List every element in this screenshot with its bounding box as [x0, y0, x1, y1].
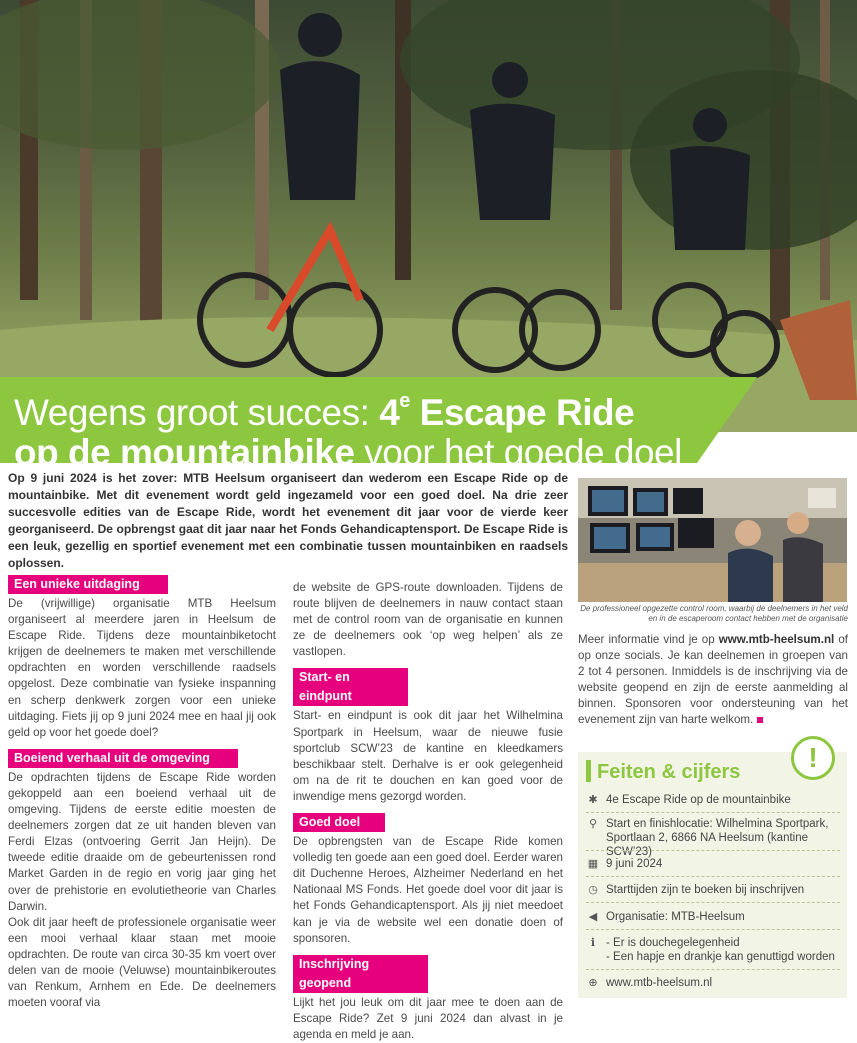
- paragraph: Start- en eindpunt is ook dit jaar het Wilhelmina Sportpark in Heelsum, waar de nieuwe fusie sportclub SCW’23 de kantine en kleedkamers beschikbaar stelt. Derhalve is er ook gelegenheid om na de rit te douchen en kan goed voor de inwendige mens gezorgd worden.: [293, 709, 563, 803]
- info-icon: ℹ: [590, 937, 596, 949]
- website-link[interactable]: www.mtb-heelsum.nl: [718, 633, 835, 646]
- paragraph: De opbrengsten van de Escape Ride komen volledig ten goede aan een goed doel. Eerder waren dit Duchenne Heroes, Alzheimer Nederland en het Nationaal MS Fonds. Het goede doel voor dit jaar is het Fonds Gehandicaptensport. Als jij niet meedoet kan je via de website wel een donatie doen of sponsoren.: [293, 835, 563, 945]
- facts-title: Feiten & cijfers: [586, 760, 740, 784]
- paragraph: De (vrijwillige) organisatie MTB Heelsum organiseert al meerdere jaren in Heelsum de Escape Ride. Tijdens deze mountainbiketocht krijgen de deelnemers te maken met verschillende opdrachten en worden verschillende raadsels opgelost. Deze combinatie van fysieke inspanning en scherp denkwerk zorgen voor een unieke uitdaging. Fiets jij op 9 juni 2024 mee en haal jij ook geld op voor het goede doel?: [8, 597, 276, 739]
- megaphone-icon: ◀: [588, 911, 598, 923]
- paragraph: De opdrachten tijdens de Escape Ride worden gekoppeld aan een boeiend verhaal uit de omgeving. Tijdens de eerste editie moesten de deelnemers zorgen dat ze uit handen bleven van Ferdi Elzas (ontvoering Gerrit Jan Heijn). De tweede editie draaide om de gebeurtenissen rond Market Garden in de regio en vorig jaar ging het over de prehistorie en evolutietheorie van Charles Darwin.: [8, 770, 276, 913]
- fact-item: ◷ Starttijden zijn te boeken bij inschrijven: [586, 883, 841, 897]
- control-room-photo: [578, 478, 847, 602]
- subheading-inschrijving: Inschrijving geopend: [293, 955, 428, 993]
- control-room-illustration: [578, 478, 847, 602]
- fact-item: ◀ Organisatie: MTB-Heelsum: [586, 910, 841, 924]
- exclamation-icon: !: [791, 736, 835, 780]
- paragraph: Ook dit jaar heeft de professionele organisatie weer een mooi verhaal klaar staan met mooie opdrachten. De route van circa 30-35 km voert over delen van de mooie (Veluwse) mountainbikeroutes van Renkum, Arnhem en Ede. De deelnemers moeten vooraf via: [8, 915, 276, 1010]
- star-icon: ✱: [588, 794, 598, 806]
- hero-photo: [0, 0, 857, 432]
- fact-item: ✱ 4e Escape Ride op de mountainbike: [586, 793, 841, 807]
- fact-item: ℹ - Er is douchegelegenheid - Een hapje en drankje kan genuttigd worden: [586, 936, 841, 964]
- fact-item: ▦ 9 juni 2024: [587, 858, 663, 870]
- paragraph: de website de GPS-route downloaden. Tijdens de route blijven de deelnemers in nauw contact staan met de control room van de organisatie en kunnen ze de deelnemers ook ‘op weg helpen’ als ze vastlopen.: [293, 581, 563, 659]
- subheading-start-eindpunt: Start- en eindpunt: [293, 668, 408, 706]
- subheading-boeiend-verhaal: Boeiend verhaal uit de omgeving: [8, 749, 238, 768]
- end-mark-icon: [757, 717, 763, 723]
- mountainbikers-illustration: [0, 0, 857, 432]
- fact-item: [586, 976, 841, 990]
- page-title: Wegens groot succes: 4e Escape Ride op de mountainbike voor het goede doel: [14, 390, 682, 473]
- column-3: [578, 632, 848, 729]
- website-link[interactable]: www.mtb-heelsum.nl: [606, 977, 713, 989]
- subheading-goed-doel: Goed doel: [293, 813, 385, 832]
- column-2: [293, 580, 563, 1043]
- map-marker-icon: ⚲: [588, 818, 598, 830]
- paragraph: Lijkt het jou leuk om dit jaar mee te doen aan de Escape Ride? Zet 9 juni 2024 dan alvast in je agenda en meld je aan.: [293, 995, 563, 1041]
- paragraph: Meer informatie vind je op www.mtb-heelsum.nl of op onze socials. Je kan deelnemen in groepen van 2 tot 4 personen. Inmiddels is de inschrijving via de website geopend en zijn de eerste aanmelding al binnen. Sponsoren voor ondersteuning van het evenement zijn van harte welkom.: [578, 633, 848, 727]
- photo-caption: De professioneel opgezette control room, waarbij de deelnemers in het veld en in de escaperoom contact hebben met de organisatie: [580, 604, 848, 623]
- intro-paragraph: Op 9 juni 2024 is het zover: MTB Heelsum organiseert dan wederom een Escape Ride op de mountainbike. Met dit evenement wordt geld ingezameld voor een goed doel. Na drie zeer succesvolle edities van de Escape Ride, wordt het evenement dit jaar voor de vierde keer georganiseerd. De opbrengst gaat dit jaar naar het Fonds Gehandicaptensport. De Escape Ride is een leuk, gezellig en sportief evenement met een combinatie tussen mountainbiken en raadsels oplossen.: [8, 471, 568, 570]
- subheading-unieke-uitdaging: Een unieke uitdaging: [8, 575, 168, 594]
- globe-icon: ⊕: [588, 977, 598, 989]
- calendar-icon: ▦: [587, 858, 599, 870]
- column-1: [8, 575, 276, 1011]
- clock-icon: ◷: [588, 884, 598, 896]
- fact-item: ⚲ Start en finishlocatie: Wilhelmina Sportpark, Sportlaan 2, 6866 NA Heelsum (kantine SCW’23): [586, 817, 841, 859]
